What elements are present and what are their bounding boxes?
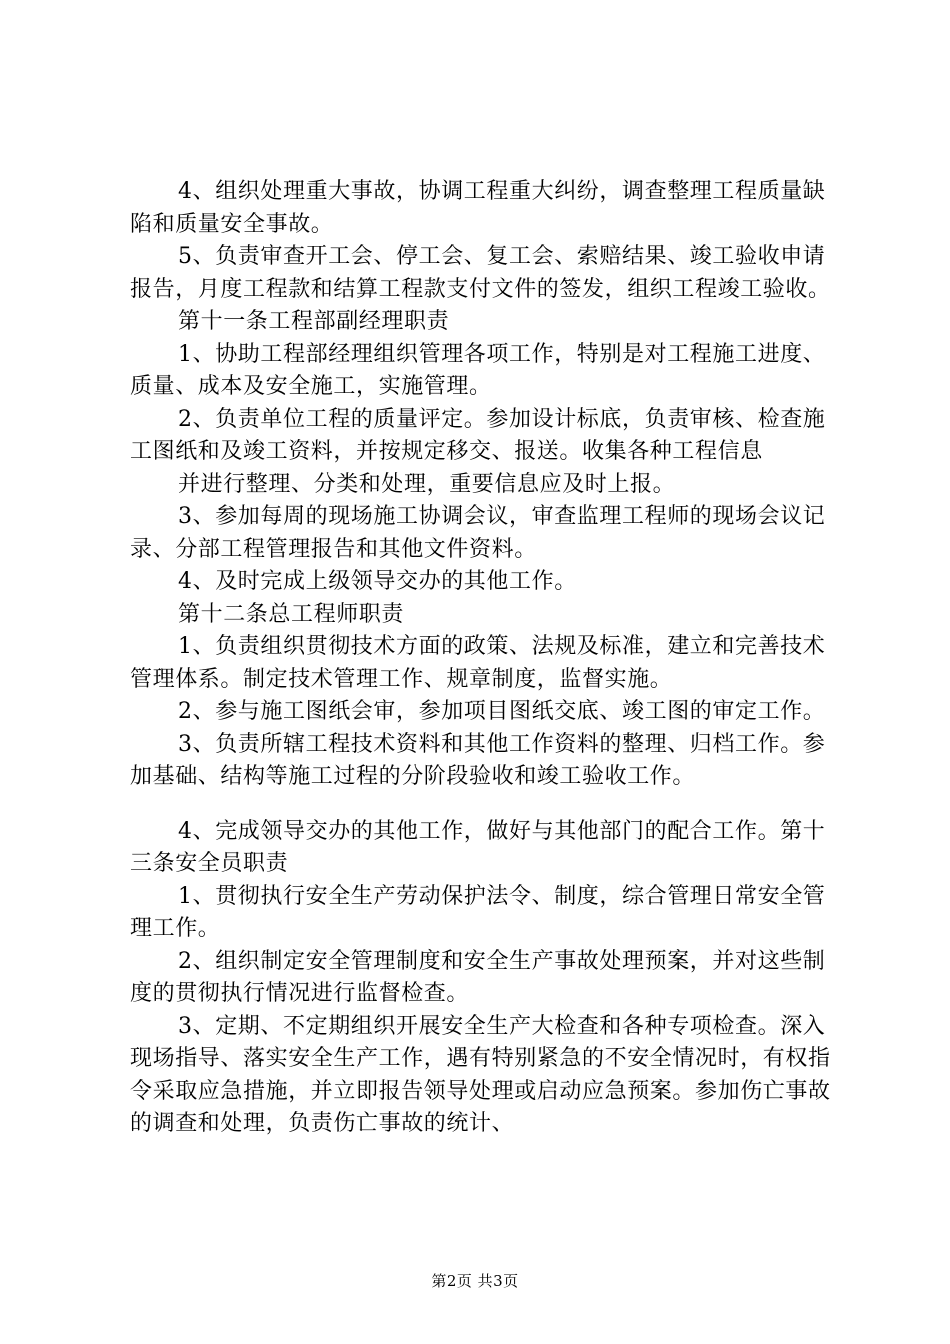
section-heading-11: 第十一条工程部副经理职责 [178,309,450,334]
document-body [130,176,842,1141]
paragraph-3: 1、协助工程部经理组织管理各项工作，特别是对工程施工进度、质量、成本及安全施工，实施管理。 [130,341,826,399]
paragraph-14: 3、定期、不定期组织开展安全生产大检查和各种专项检查。深入现场指导、落实安全生产工作，遇有特别紧急的不安全情况时，有权指令采取应急措施，并立即报告领导处理或启动应急预案。参加伤亡事故的调查和处理，负责伤亡事故的统计、 [130,1013,831,1136]
paragraph-2: 5、负责审查开工会、停工会、复工会、索赔结果、竣工验收申请报告，月度工程款和结算工程款支付文件的签发，组织工程竣工验收。 [130,244,831,302]
page-number-label: 第2页 共3页 [431,1272,519,1290]
section-heading-12: 第十二条总工程师职责 [178,601,405,627]
paragraph-13: 2、组织制定安全管理制度和安全生产事故处理预案，并对这些制度的贯彻执行情况进行监督检查。 [130,948,826,1006]
paragraph-5: 并进行整理、分类和处理，重要信息应及时上报。 [178,471,676,497]
paragraph-6: 3、参加每周的现场施工协调会议，审查监理工程师的现场会议记录、分部工程管理报告和其他文件资料。 [130,504,826,562]
paragraph-7: 4、及时完成上级领导交办的其他工作。 [178,569,577,594]
paragraph-8: 1、负责组织贯彻技术方面的政策、法规及标准，建立和完善技术管理体系。制定技术管理工作、规章制度，监督实施。 [130,634,826,692]
paragraph-9: 2、参与施工图纸会审，参加项目图纸交底、竣工图的审定工作。 [178,699,826,724]
paragraph-11: 4、完成领导交办的其他工作，做好与其他部门的配合工作。第十三条安全员职责 [130,818,826,876]
paragraph-12: 1、贯彻执行安全生产劳动保护法令、制度，综合管理日常安全管理工作。 [130,883,826,941]
paragraph-1: 4、组织处理重大事故，协调工程重大纠纷，调查整理工程质量缺陷和质量安全事故。 [130,179,826,237]
paragraph-10: 3、负责所辖工程技术资料和其他工作资料的整理、归档工作。参加基础、结构等施工过程的分阶段验收和竣工验收工作。 [130,731,826,789]
page-footer [0,1270,950,1291]
paragraph-4: 2、负责单位工程的质量评定。参加设计标底，负责审核、检查施工图纸和及竣工资料，并按规定移交、报送。收集各种工程信息 [130,406,826,464]
